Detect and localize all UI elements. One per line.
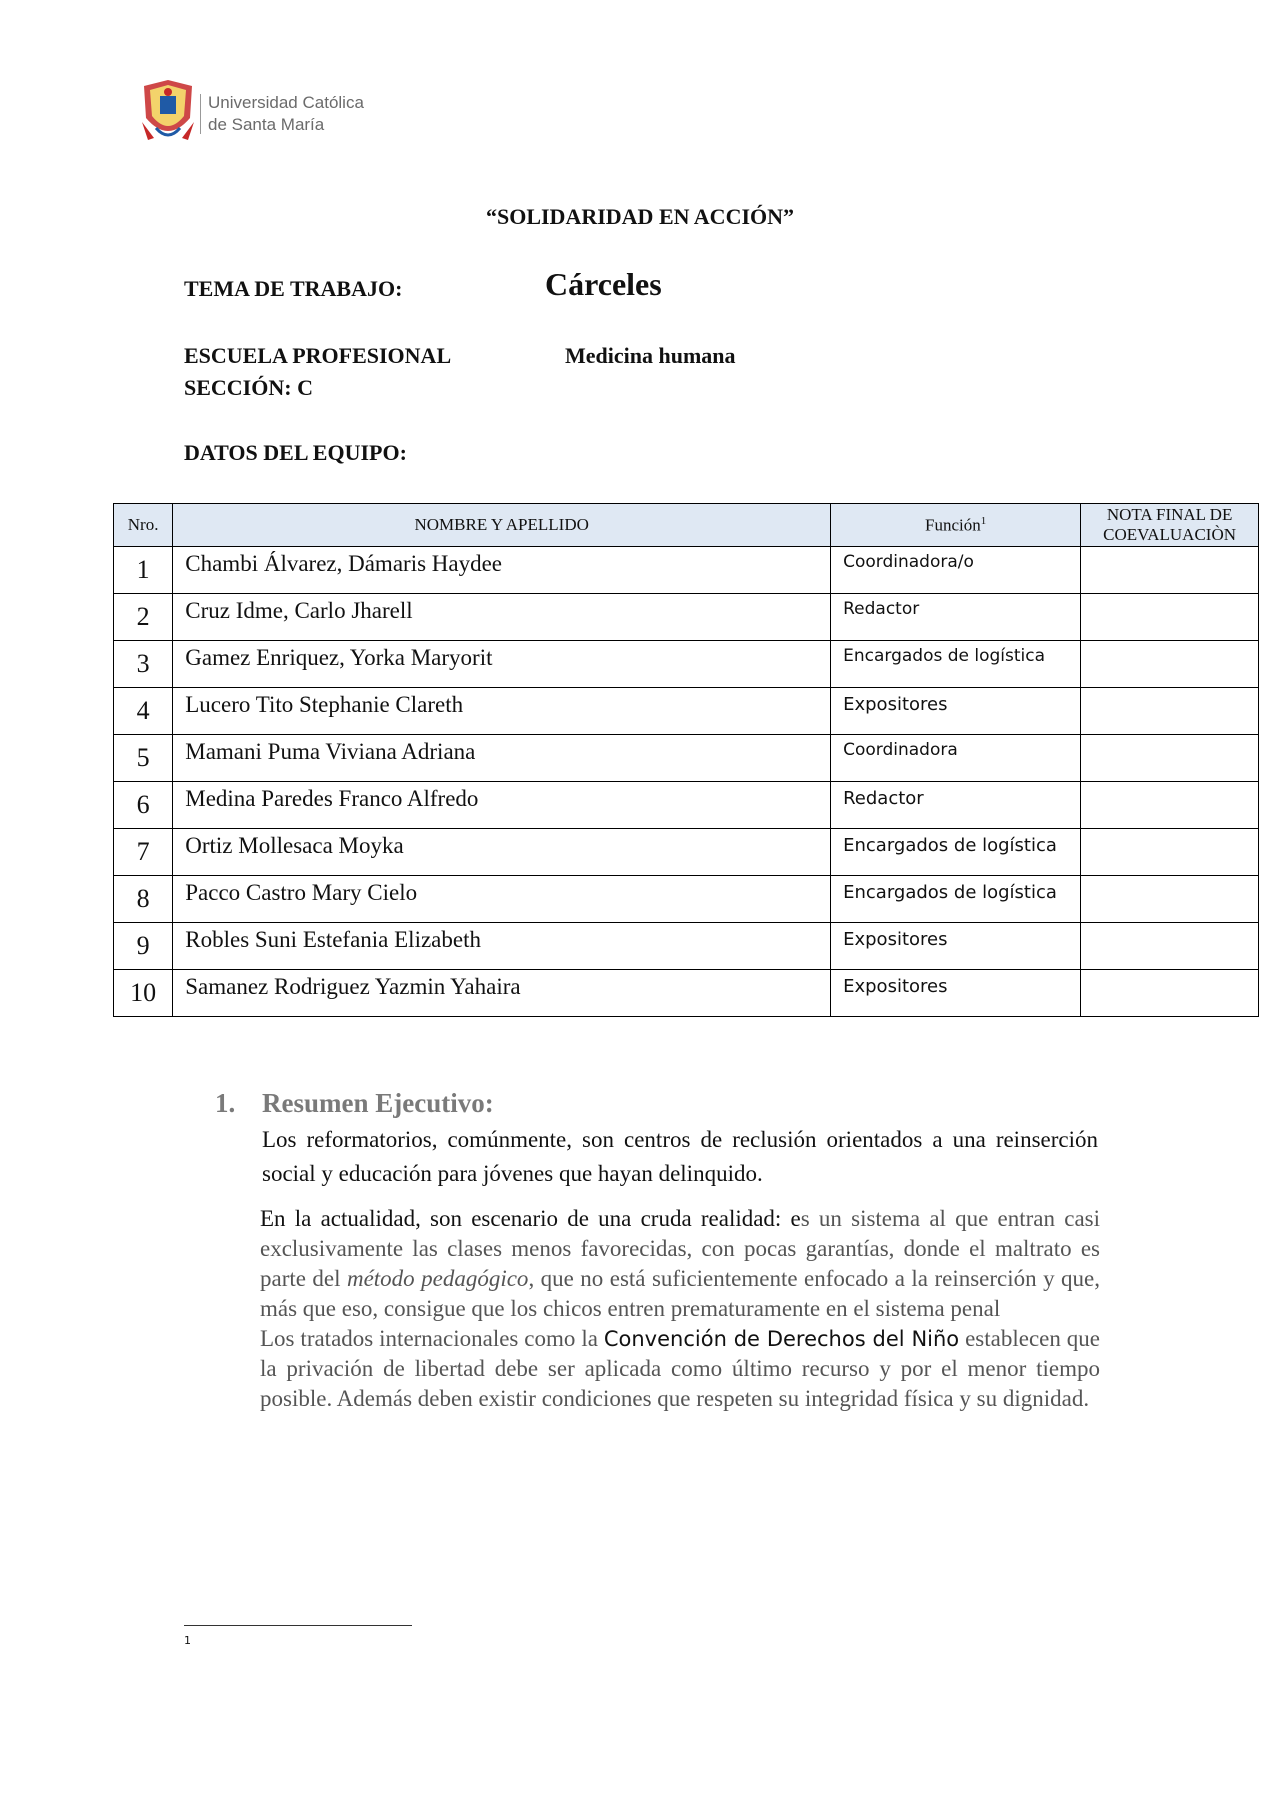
row-nota-cell[interactable] — [1081, 782, 1259, 829]
row-nro: 8 — [114, 876, 173, 923]
table-row — [114, 923, 1259, 970]
paragraph-2-tail: , que no está suficientemente enfocado a la reinserción y que, más que eso, consigue que los chicos entren prematuramente en el sistema penal — [260, 1266, 1100, 1321]
header-nota-line2: COEVALUACIÒN — [1103, 525, 1237, 544]
row-nro: 9 — [114, 923, 173, 970]
table-row — [114, 829, 1259, 876]
table-row — [114, 876, 1259, 923]
tema-value: Cárceles — [545, 266, 662, 302]
table-row — [114, 735, 1259, 782]
datos-equipo-label: DATOS DEL EQUIPO: — [184, 440, 407, 465]
header-nombre: NOMBRE Y APELLIDO — [173, 504, 831, 547]
escuela-label: ESCUELA PROFESIONAL — [184, 343, 452, 368]
row-nro: 4 — [114, 688, 173, 735]
university-crest-icon — [138, 78, 198, 150]
row-nota-cell[interactable] — [1081, 970, 1259, 1017]
section-number: 1. — [215, 1088, 236, 1118]
tema-label: TEMA DE TRABAJO: — [184, 276, 403, 301]
table-row — [114, 970, 1259, 1017]
row-nota-cell[interactable] — [1081, 876, 1259, 923]
row-nro: 10 — [114, 970, 173, 1017]
footnote-separator — [184, 1625, 412, 1626]
seccion-label: SECCIÓN: C — [184, 375, 313, 400]
row-funcion: Encargados de logística — [831, 829, 1081, 876]
row-funcion: Coordinadora/o — [831, 547, 1081, 594]
header-funcion-text: Función — [925, 515, 981, 535]
paragraph-3-body: establecen que la privación de libertad debe ser aplicada como último recurso y por el menor tiempo posible. Además deben existir condiciones que respeten su integridad física y su dignidad. — [260, 1326, 1100, 1411]
row-nota-cell[interactable] — [1081, 688, 1259, 735]
row-funcion: Coordinadora — [831, 735, 1081, 782]
convencion-link[interactable]: Convención de Derechos del Niño — [603, 1327, 960, 1351]
table-row — [114, 688, 1259, 735]
resumen-section — [215, 1088, 1099, 1119]
row-nro: 1 — [114, 547, 173, 594]
row-nro: 5 — [114, 735, 173, 782]
header-funcion — [831, 504, 1081, 547]
table-row — [114, 594, 1259, 641]
row-nombre: Samanez Rodriguez Yazmin Yahaira — [173, 970, 831, 1017]
row-nombre: Chambi Álvarez, Dámaris Haydee — [173, 547, 831, 594]
row-nro: 6 — [114, 782, 173, 829]
row-nota-cell[interactable] — [1081, 641, 1259, 688]
table-row — [114, 641, 1259, 688]
row-nombre: Gamez Enriquez, Yorka Maryorit — [173, 641, 831, 688]
row-nombre: Lucero Tito Stephanie Clareth — [173, 688, 831, 735]
paragraph-2-emphasis: método pedagógico — [346, 1266, 529, 1291]
university-logo — [138, 78, 388, 150]
university-name — [208, 92, 364, 136]
paragraph-2 — [260, 1204, 1100, 1414]
row-nota-cell[interactable] — [1081, 735, 1259, 782]
row-funcion: Encargados de logística — [831, 876, 1081, 923]
university-name-line1: Universidad Católica — [208, 93, 364, 112]
row-nro: 3 — [114, 641, 173, 688]
paragraph-2-body: s un sistema al que entran casi exclusivamente las clases menos favorecidas, con pocas garantías, donde el maltrato es parte del — [260, 1206, 1100, 1291]
footnote-mark: 1 — [184, 1634, 191, 1647]
header-nota-line1: NOTA FINAL DE — [1106, 505, 1233, 524]
row-nota-cell[interactable] — [1081, 923, 1259, 970]
row-funcion: Redactor — [831, 782, 1081, 829]
paragraph-2-lead: En la actualidad, son escenario de una cruda realidad: e — [260, 1206, 801, 1231]
row-nombre: Ortiz Mollesaca Moyka — [173, 829, 831, 876]
row-nota-cell[interactable] — [1081, 829, 1259, 876]
row-funcion: Redactor — [831, 594, 1081, 641]
logo-divider — [200, 94, 201, 134]
table-row — [114, 547, 1259, 594]
row-nota-cell[interactable] — [1081, 547, 1259, 594]
table-header-row — [114, 504, 1259, 547]
section-heading — [215, 1088, 1099, 1119]
document-title: “SOLIDARIDAD EN ACCIÓN” — [485, 204, 795, 229]
footnote-ref[interactable]: 1 — [980, 514, 987, 527]
section-heading-text: Resumen Ejecutivo: — [262, 1088, 494, 1118]
paragraph-1: Los reformatorios, comúnmente, son centros de reclusión orientados a una reinserción social y educación para jóvenes que hayan delinquido. — [262, 1127, 1098, 1186]
university-name-line2: de Santa María — [208, 115, 325, 134]
table-row — [114, 782, 1259, 829]
row-funcion: Expositores — [831, 923, 1081, 970]
row-funcion: Expositores — [831, 970, 1081, 1017]
row-nombre: Cruz Idme, Carlo Jharell — [173, 594, 831, 641]
row-nro: 2 — [114, 594, 173, 641]
row-nro: 7 — [114, 829, 173, 876]
escuela-value: Medicina humana — [565, 343, 736, 368]
row-nombre: Robles Suni Estefania Elizabeth — [173, 923, 831, 970]
row-funcion: Encargados de logística — [831, 641, 1081, 688]
header-nro: Nro. — [114, 504, 173, 547]
team-table — [113, 503, 1259, 1017]
row-nombre: Mamani Puma Viviana Adriana — [173, 735, 831, 782]
row-funcion: Expositores — [831, 688, 1081, 735]
row-nombre: Pacco Castro Mary Cielo — [173, 876, 831, 923]
header-nota — [1081, 504, 1259, 547]
row-nombre: Medina Paredes Franco Alfredo — [173, 782, 831, 829]
paragraph-3-lead: Los tratados internacionales como la — [260, 1326, 604, 1351]
row-nota-cell[interactable] — [1081, 594, 1259, 641]
